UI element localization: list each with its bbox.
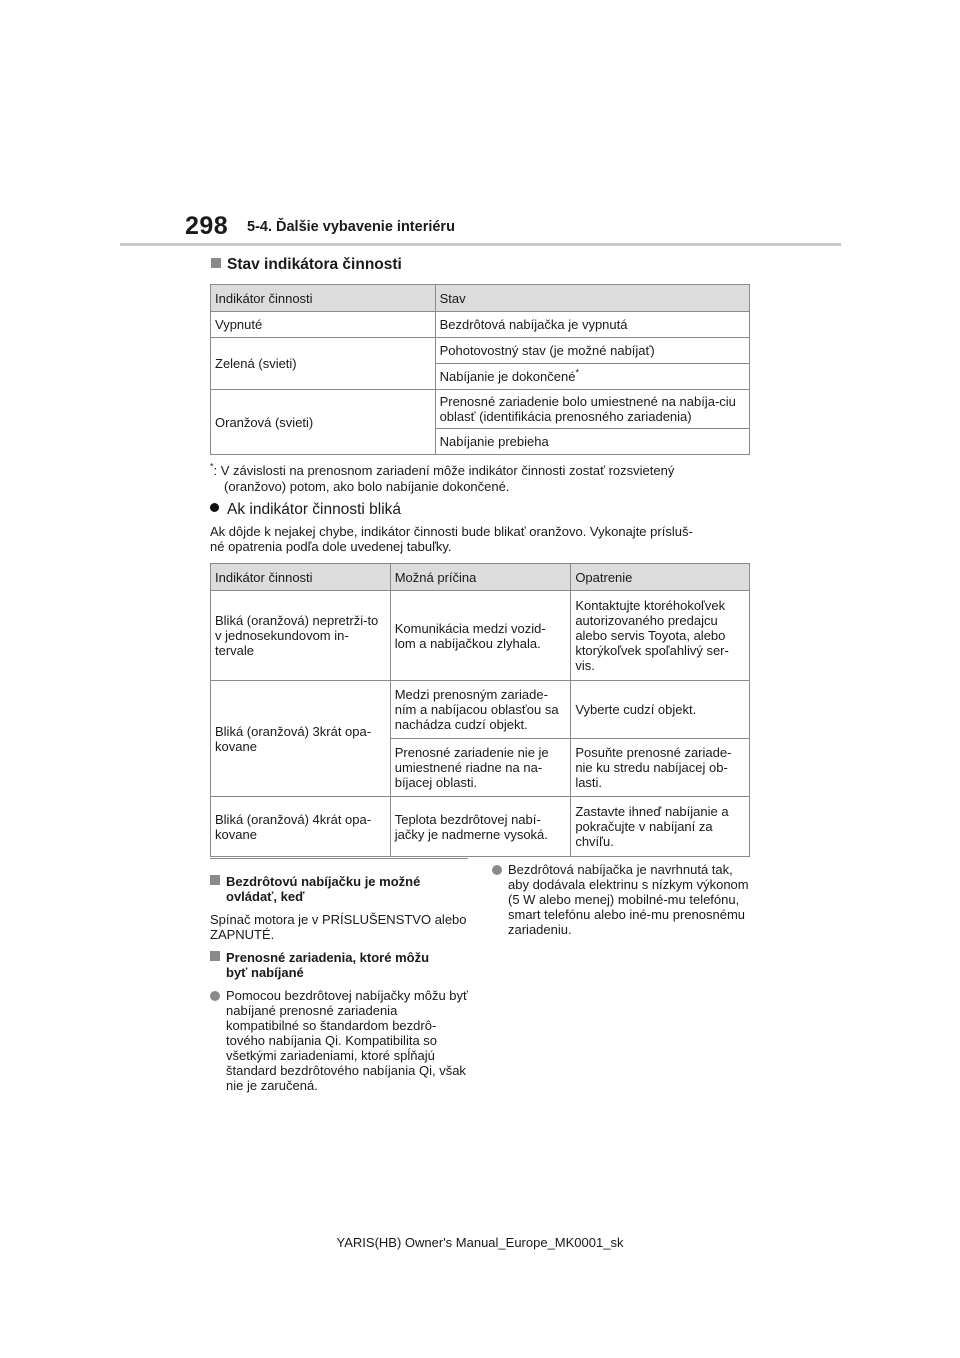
blink-table	[210, 563, 750, 857]
status-table	[210, 284, 750, 455]
table-row	[211, 681, 750, 739]
cause-cell: Teplota bezdrôtovej nabí-jačky je nadmerne vysoká.	[390, 797, 571, 857]
state-cell: Prenosné zariadenie bolo umiestnené na nabíja-ciu oblasť (identifikácia prenosného zariadenia)	[435, 390, 749, 429]
state-cell: Pohotovostný stav (je možné nabíjať)	[435, 338, 749, 364]
header-divider	[120, 243, 841, 246]
footnote-mark: *	[575, 367, 579, 378]
state-cell: Nabíjanie prebieha	[435, 429, 749, 455]
page-number: 298	[185, 212, 229, 240]
column-header: Indikátor činnosti	[211, 285, 436, 312]
cause-cell: Prenosné zariadenie nie je umiestnené riadne na na-bíjacej oblasti.	[390, 739, 571, 797]
round-bullet-icon	[492, 865, 502, 875]
section-title: 5-4. Ďalšie vybavenie interiéru	[247, 219, 455, 235]
blink-heading: Ak indikátor činnosti bliká	[210, 501, 401, 519]
square-bullet-icon	[210, 875, 220, 885]
note-heading: Prenosné zariadenia, ktoré môžu byť nabíjané	[210, 950, 470, 980]
status-heading: Stav indikátora činnosti	[211, 256, 402, 274]
square-bullet-icon	[211, 258, 221, 268]
indicator-cell: Zelená (svieti)	[211, 338, 436, 390]
table-row	[211, 390, 750, 429]
page-footer: YARIS(HB) Owner's Manual_Europe_MK0001_sk	[336, 1235, 624, 1250]
action-cell: Vyberte cudzí objekt.	[571, 681, 750, 739]
action-cell: Kontaktujte ktoréhokoľvek autorizovaného predajcu alebo servis Toyota, alebo ktorýkoľvek spoľahlivý ser-vis.	[571, 591, 750, 681]
indicator-cell: Bliká (oranžová) nepretrži-to v jednosekundovom in-tervale	[211, 591, 391, 681]
note-heading: Bezdrôtovú nabíjačku je možné ovládať, keď	[210, 874, 470, 904]
state-cell: Nabíjanie je dokončené*	[435, 364, 749, 390]
table-row	[211, 338, 750, 364]
cause-cell: Medzi prenosným zariade-ním a nabíjacou oblasťou sa nachádza cudzí objekt.	[390, 681, 571, 739]
indicator-cell: Bliká (oranžová) 4krát opa-kovane	[211, 797, 391, 857]
footnote: *: V závislosti na prenosnom zariadení môže indikátor činnosti zostať rozsvietený (oranžovo) potom, ako bolo nabíjanie dokončené.	[210, 461, 675, 494]
table-header-row	[211, 285, 750, 312]
table-row	[211, 797, 750, 857]
indicator-cell: Vypnuté	[211, 312, 436, 338]
table-row	[211, 312, 750, 338]
indicator-cell: Bliká (oranžová) 3krát opa-kovane	[211, 681, 391, 797]
column-header: Stav	[435, 285, 749, 312]
blink-description: Ak dôjde k nejakej chybe, indikátor činnosti bude blikať oranžovo. Vykonajte prísluš- né opatrenia podľa dole uvedenej tabuľky.	[210, 524, 693, 554]
notes-right-column	[492, 862, 757, 937]
note-bullet: Pomocou bezdrôtovej nabíjačky môžu byť nabíjané prenosné zariadenia kompatibilné so štandardom bezdrô-tového nabíjania Qi. Kompatibilita so všetkými zariadeniami, ktoré spĺňajú štandard bezdrôtového nabíjania Qi, však nie je zaručená.	[210, 988, 470, 1093]
action-cell: Zastavte ihneď nabíjanie a pokračujte v nabíjaní za chvíľu.	[571, 797, 750, 857]
column-header: Možná príčina	[390, 564, 571, 591]
column-header: Opatrenie	[571, 564, 750, 591]
action-cell: Posuňte prenosné zariade-nie ku stredu nabíjacej ob-lasti.	[571, 739, 750, 797]
indicator-cell: Oranžová (svieti)	[211, 390, 436, 455]
cause-cell: Komunikácia medzi vozid-lom a nabíjačkou zlyhala.	[390, 591, 571, 681]
table-header-row	[211, 564, 750, 591]
note-bullet: Bezdrôtová nabíjačka je navrhnutá tak, aby dodávala elektrinu s nízkym výkonom (5 W alebo menej) mobilné-mu telefónu, smart telefónu alebo iné-mu prenosnému zariadeniu.	[492, 862, 757, 937]
notes-divider	[210, 858, 468, 859]
notes-left-column	[210, 874, 470, 1101]
round-bullet-icon	[210, 991, 220, 1001]
bullet-icon	[210, 503, 219, 512]
column-header: Indikátor činnosti	[211, 564, 391, 591]
table-row	[211, 591, 750, 681]
square-bullet-icon	[210, 951, 220, 961]
note-text: Spínač motora je v PRÍSLUŠENSTVO alebo ZAPNUTÉ.	[210, 912, 467, 942]
state-cell: Bezdrôtová nabíjačka je vypnutá	[435, 312, 749, 338]
